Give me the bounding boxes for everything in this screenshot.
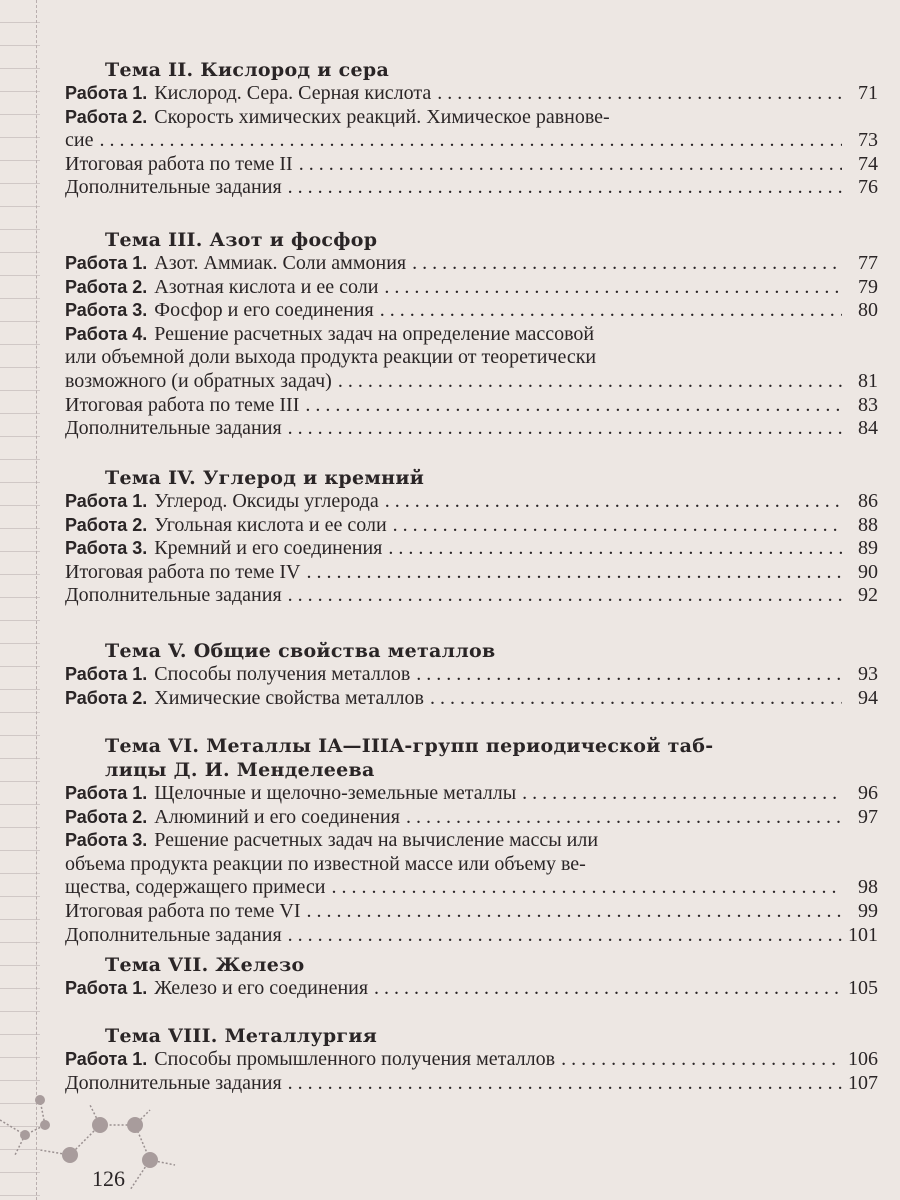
entry-page-number: 90 xyxy=(858,560,878,583)
entry-title: Кислород. Сера. Серная кислота xyxy=(154,82,432,104)
entry-title: щества, содержащего примеси xyxy=(65,876,326,899)
entry-title: или объемной доли выхода продукта реакции от теоретически xyxy=(65,346,597,369)
toc-entry-line xyxy=(65,514,878,538)
entry-title: объема продукта реакции по известной массе или объему ве- xyxy=(65,852,586,875)
leader-dots xyxy=(99,129,842,153)
section-heading: Тема VIII. Металлургия xyxy=(105,1025,378,1047)
leader-dots xyxy=(384,276,842,300)
entry-title: Фосфор и его соединения xyxy=(154,299,374,322)
toc-entry-line xyxy=(65,129,878,153)
entry-title: Итоговая работа по теме IV xyxy=(65,560,301,583)
entry-page-number: 98 xyxy=(858,876,878,899)
section-heading: Тема II. Кислород и сера xyxy=(105,59,390,81)
toc-entry-line xyxy=(65,829,878,853)
entry-title: Дополнительные задания xyxy=(65,1071,282,1094)
entry-label: Работа 3. xyxy=(65,300,148,321)
entry-page-number: 77 xyxy=(858,252,878,274)
entry-label: Работа 4. xyxy=(65,323,148,344)
entry-page-number: 86 xyxy=(858,490,878,512)
section-heading: Тема III. Азот и фосфор xyxy=(105,229,378,251)
entry-page-number: 94 xyxy=(858,686,878,709)
entry-page-number: 89 xyxy=(858,537,878,560)
entry-title: сие xyxy=(65,129,94,152)
entry-title: Способы промышленного получения металлов xyxy=(154,1048,556,1070)
entry-title: Решение расчетных задач на определение массовой xyxy=(154,322,595,345)
entry-label: Работа 3. xyxy=(65,538,148,559)
section-heading-continued: лицы Д. И. Менделеева xyxy=(105,759,375,781)
entry-label: Работа 2. xyxy=(65,514,148,535)
margin-divider xyxy=(36,0,38,1200)
entry-page-number: 105 xyxy=(848,977,878,999)
entry-title: Азотная кислота и ее соли xyxy=(154,275,379,298)
entry-label: Работа 1. xyxy=(65,978,148,998)
entry-page-number: 88 xyxy=(858,513,878,536)
toc-entry-line xyxy=(65,370,878,394)
toc-entry-line xyxy=(65,176,878,200)
entry-page-number: 107 xyxy=(848,1071,878,1094)
entry-page-number: 83 xyxy=(858,393,878,416)
entry-page-number: 96 xyxy=(858,782,878,804)
entry-label: Работа 2. xyxy=(65,806,148,827)
leader-dots xyxy=(305,394,842,418)
toc-section xyxy=(65,953,878,1001)
entry-label: Работа 2. xyxy=(65,687,148,708)
leader-dots xyxy=(437,82,842,106)
entry-page-number: 97 xyxy=(858,805,878,828)
toc-entry-line xyxy=(65,323,878,347)
leader-dots xyxy=(561,1048,842,1072)
toc-entry-line xyxy=(65,977,878,1001)
toc-entry-line xyxy=(65,106,878,130)
toc-entry-line xyxy=(65,82,878,106)
entry-title: Дополнительные задания xyxy=(65,584,282,607)
toc-section xyxy=(65,466,878,608)
leader-dots xyxy=(374,977,842,1001)
entry-title: Способы получения металлов xyxy=(154,663,411,685)
entry-page-number: 79 xyxy=(858,275,878,298)
entry-title: Углерод. Оксиды углерода xyxy=(154,490,379,512)
leader-dots xyxy=(406,806,842,830)
leader-dots xyxy=(288,924,842,948)
toc-entry-line xyxy=(65,299,878,323)
leader-dots xyxy=(288,417,842,441)
section-heading: Тема VII. Железо xyxy=(105,954,305,976)
toc-entry-line xyxy=(65,394,878,418)
toc-entry-line xyxy=(65,346,878,370)
leader-dots xyxy=(430,687,842,711)
entry-page-number: 99 xyxy=(858,899,878,922)
leader-dots xyxy=(393,514,842,538)
entry-title: Дополнительные задания xyxy=(65,176,282,199)
toc-entry-line xyxy=(65,584,878,608)
leader-dots xyxy=(307,900,843,924)
toc-entry-line xyxy=(65,876,878,900)
entry-title: Кремний и его соединения xyxy=(154,537,383,560)
leader-dots xyxy=(288,1072,842,1096)
toc-section xyxy=(65,639,878,710)
leader-dots xyxy=(288,584,842,608)
leader-dots xyxy=(288,176,842,200)
section-heading: Тема VI. Металлы IA—IIIA-групп периодической таб- xyxy=(105,735,714,757)
toc-entry-line xyxy=(65,663,878,687)
entry-title: Итоговая работа по теме VI xyxy=(65,899,301,922)
toc-entry-line xyxy=(65,924,878,948)
toc-entry-line xyxy=(65,806,878,830)
toc-section xyxy=(65,58,878,200)
entry-page-number: 106 xyxy=(848,1048,878,1070)
leader-dots xyxy=(522,782,842,806)
toc-entry-line xyxy=(65,1048,878,1072)
entry-label: Работа 1. xyxy=(65,664,148,684)
entry-page-number: 74 xyxy=(858,152,878,175)
entry-title: Итоговая работа по теме III xyxy=(65,393,300,416)
entry-title: Щелочные и щелочно-земельные металлы xyxy=(154,782,517,804)
entry-title: возможного (и обратных задач) xyxy=(65,369,332,392)
leader-dots xyxy=(380,299,842,323)
toc-entry-line xyxy=(65,276,878,300)
toc-entry-line xyxy=(65,490,878,514)
leader-dots xyxy=(385,490,842,514)
toc-entry-line xyxy=(65,687,878,711)
toc-entry-line xyxy=(65,153,878,177)
entry-title: Азот. Аммиак. Соли аммония xyxy=(154,252,407,274)
entry-page-number: 92 xyxy=(858,584,878,607)
entry-title: Итоговая работа по теме II xyxy=(65,152,293,175)
entry-label: Работа 2. xyxy=(65,106,148,127)
leader-dots xyxy=(338,370,842,394)
toc-section xyxy=(65,228,878,441)
toc-entry-line xyxy=(65,853,878,877)
leader-dots xyxy=(412,252,842,276)
entry-page-number: 76 xyxy=(858,176,878,199)
entry-label: Работа 1. xyxy=(65,783,148,803)
entry-page-number: 93 xyxy=(858,663,878,685)
toc-entry-line xyxy=(65,417,878,441)
entry-title: Дополнительные задания xyxy=(65,923,282,946)
entry-title: Химические свойства металлов xyxy=(154,686,424,709)
entry-label: Работа 1. xyxy=(65,253,148,273)
toc-entry-line xyxy=(65,252,878,276)
entry-page-number: 80 xyxy=(858,299,878,322)
toc-entry-line xyxy=(65,537,878,561)
entry-label: Работа 1. xyxy=(65,1049,148,1069)
entry-label: Работа 2. xyxy=(65,276,148,297)
leader-dots xyxy=(332,876,843,900)
entry-label: Работа 1. xyxy=(65,491,148,511)
leader-dots xyxy=(299,153,842,177)
page-number: 126 xyxy=(92,1166,125,1191)
leader-dots xyxy=(416,663,842,687)
entry-page-number: 73 xyxy=(858,129,878,152)
entry-title: Дополнительные задания xyxy=(65,417,282,440)
leader-dots xyxy=(307,561,843,585)
entry-title: Решение расчетных задач на вычисление массы или xyxy=(154,829,599,852)
section-heading: Тема IV. Углерод и кремний xyxy=(105,467,425,489)
entry-title: Скорость химических реакций. Химическое равнове- xyxy=(154,105,610,128)
entry-page-number: 81 xyxy=(858,369,878,392)
section-heading: Тема V. Общие свойства металлов xyxy=(105,640,496,662)
toc-entry-line xyxy=(65,900,878,924)
entry-page-number: 84 xyxy=(858,417,878,440)
leader-dots xyxy=(388,537,842,561)
entry-page-number: 101 xyxy=(848,923,878,946)
entry-label: Работа 3. xyxy=(65,830,148,851)
entry-page-number: 71 xyxy=(858,82,878,104)
toc-entry-line xyxy=(65,561,878,585)
entry-label: Работа 1. xyxy=(65,83,148,103)
entry-title: Алюминий и его соединения xyxy=(154,805,400,828)
toc-entry-line xyxy=(65,782,878,806)
toc-section xyxy=(65,734,878,947)
entry-title: Угольная кислота и ее соли xyxy=(154,513,387,536)
entry-title: Железо и его соединения xyxy=(154,977,369,999)
page-margin-lines xyxy=(0,0,40,1200)
